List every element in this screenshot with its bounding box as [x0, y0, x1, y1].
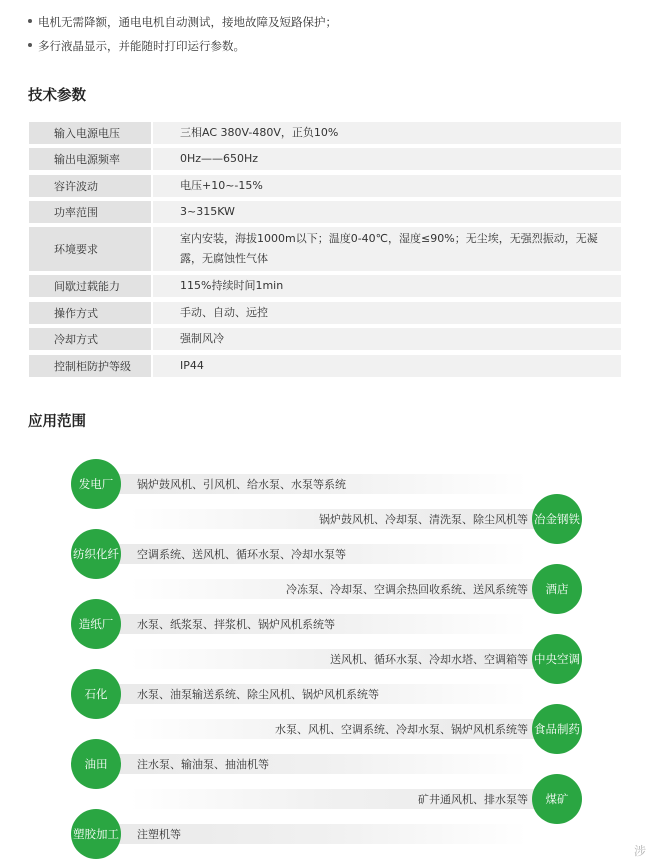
spec-row [29, 328, 621, 350]
application-desc: 矿井通风机、排水泵等 [130, 789, 550, 809]
bullet-item [28, 38, 245, 54]
applications-section-title: 应用范围 [28, 414, 86, 430]
application-desc: 锅炉鼓风机、引风机、给水泵、水泵等系统 [110, 474, 528, 494]
specs-section-title: 技术参数 [28, 88, 86, 104]
spec-row [29, 175, 621, 197]
application-desc: 水泵、纸浆泵、拌浆机、锅炉风机系统等 [110, 614, 528, 634]
application-badge: 煤矿 [532, 774, 582, 824]
spec-row [29, 122, 621, 144]
application-desc: 水泵、风机、空调系统、冷却水泵、锅炉风机系统等 [130, 719, 550, 739]
application-desc: 冷冻泵、冷却泵、空调余热回收系统、送风系统等 [130, 579, 550, 599]
spec-value: 115%持续时间1min [153, 275, 621, 297]
spec-key: 操作方式 [29, 302, 151, 324]
spec-row [29, 275, 621, 297]
spec-key: 输出电源频率 [29, 148, 151, 170]
spec-value: 室内安装，海拔1000m以下；温度0-40℃，湿度≤90%；无尘埃，无强烈振动，无凝露，无腐蚀性气体 [153, 227, 621, 271]
bullet-dot-icon [28, 43, 32, 47]
bullet-dot-icon [28, 19, 32, 23]
spec-row [29, 302, 621, 324]
application-badge: 油田 [71, 739, 121, 789]
spec-row [29, 148, 621, 170]
spec-value: 0Hz——650Hz [153, 148, 621, 170]
spec-value: 手动、自动、远控 [153, 302, 621, 324]
spec-row [29, 355, 621, 377]
application-desc: 注水泵、输油泵、抽油机等 [110, 754, 528, 774]
spec-value: 强制风冷 [153, 328, 621, 350]
spec-row [29, 227, 621, 271]
spec-key: 输入电源电压 [29, 122, 151, 144]
application-badge: 纺织化纤 [71, 529, 121, 579]
spec-value: 3~315KW [153, 201, 621, 223]
application-desc: 水泵、油泵输送系统、除尘风机、锅炉风机系统等 [110, 684, 528, 704]
corner-watermark: 涉 [634, 844, 647, 858]
spec-value: 电压+10~-15% [153, 175, 621, 197]
application-badge: 冶金钢铁 [532, 494, 582, 544]
spec-key: 容许波动 [29, 175, 151, 197]
application-desc: 注塑机等 [110, 824, 528, 844]
spec-key: 环境要求 [29, 227, 151, 271]
bullet-item [28, 14, 337, 30]
spec-row [29, 201, 621, 223]
application-badge: 塑胶加工 [71, 809, 121, 859]
bullet-text: 电机无需降额，通电电机自动测试，接地故障及短路保护； [38, 15, 337, 29]
application-badge: 酒店 [532, 564, 582, 614]
application-desc: 锅炉鼓风机、冷却泵、清洗泵、除尘风机等 [130, 509, 550, 529]
spec-value: IP44 [153, 355, 621, 377]
spec-key: 功率范围 [29, 201, 151, 223]
application-badge: 发电厂 [71, 459, 121, 509]
application-desc: 送风机、循环水泵、冷却水塔、空调箱等 [130, 649, 550, 669]
application-badge: 造纸厂 [71, 599, 121, 649]
spec-key: 间歇过载能力 [29, 275, 151, 297]
spec-key: 冷却方式 [29, 328, 151, 350]
spec-value: 三相AC 380V-480V，正负10% [153, 122, 621, 144]
application-badge: 食品制药 [532, 704, 582, 754]
application-desc: 空调系统、送风机、循环水泵、冷却水泵等 [110, 544, 528, 564]
spec-key: 控制柜防护等级 [29, 355, 151, 377]
bullet-text: 多行液晶显示，并能随时打印运行参数。 [38, 39, 245, 53]
application-badge: 中央空调 [532, 634, 582, 684]
application-badge: 石化 [71, 669, 121, 719]
